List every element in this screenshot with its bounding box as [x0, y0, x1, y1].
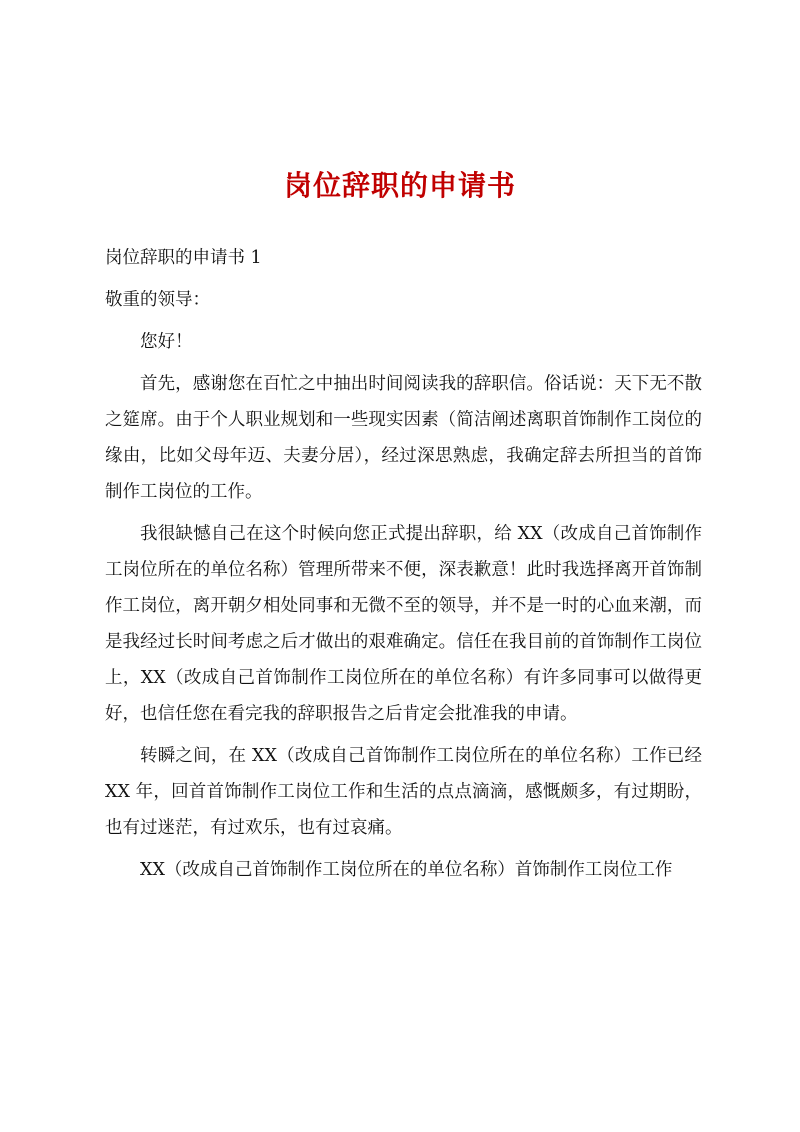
paragraph: XX（改成自己首饰制作工岗位所在的单位名称）首饰制作工岗位工作: [140, 860, 673, 880]
section-heading: 岗位辞职的申请书 1: [105, 248, 262, 268]
greeting: 您好！: [140, 332, 193, 352]
paragraph: 转瞬之间，在 XX（改成自己首饰制作工岗位所在的单位名称）工作已经 XX 年，回首首饰制作工岗位工作和生活的点点滴滴，感慨颇多，有过期盼，也有过迷茫，有过欢乐，也有过哀痛。: [105, 746, 702, 838]
document-body: [105, 240, 702, 888]
salutation: 敬重的领导：: [105, 290, 210, 310]
paragraph: 首先，感谢您在百忙之中抽出时间阅读我的辞职信。俗话说：天下无不散之筵席。由于个人职业规划和一些现实因素（简洁阐述离职首饰制作工岗位的缘由，比如父母年迈、夫妻分居），经过深思熟虑，我确定辞去所担当的首饰制作工岗位的工作。: [105, 374, 702, 502]
document-title: 岗位辞职的申请书: [283, 169, 516, 202]
paragraph: 我很缺憾自己在这个时候向您正式提出辞职，给 XX（改成自己首饰制作工岗位所在的单位名称）管理所带来不便，深表歉意！此时我选择离开首饰制作工岗位，离开朝夕相处同事和无微不至的领导，并不是一时的心血来潮，而是我经过长时间考虑之后才做出的艰难确定。信任在我目前的首饰制作工岗位上，XX（改成自己首饰制作工岗位所在的单位名称）有许多同事可以做得更好，也信任您在看完我的辞职报告之后肯定会批准我的申请。: [105, 524, 702, 724]
